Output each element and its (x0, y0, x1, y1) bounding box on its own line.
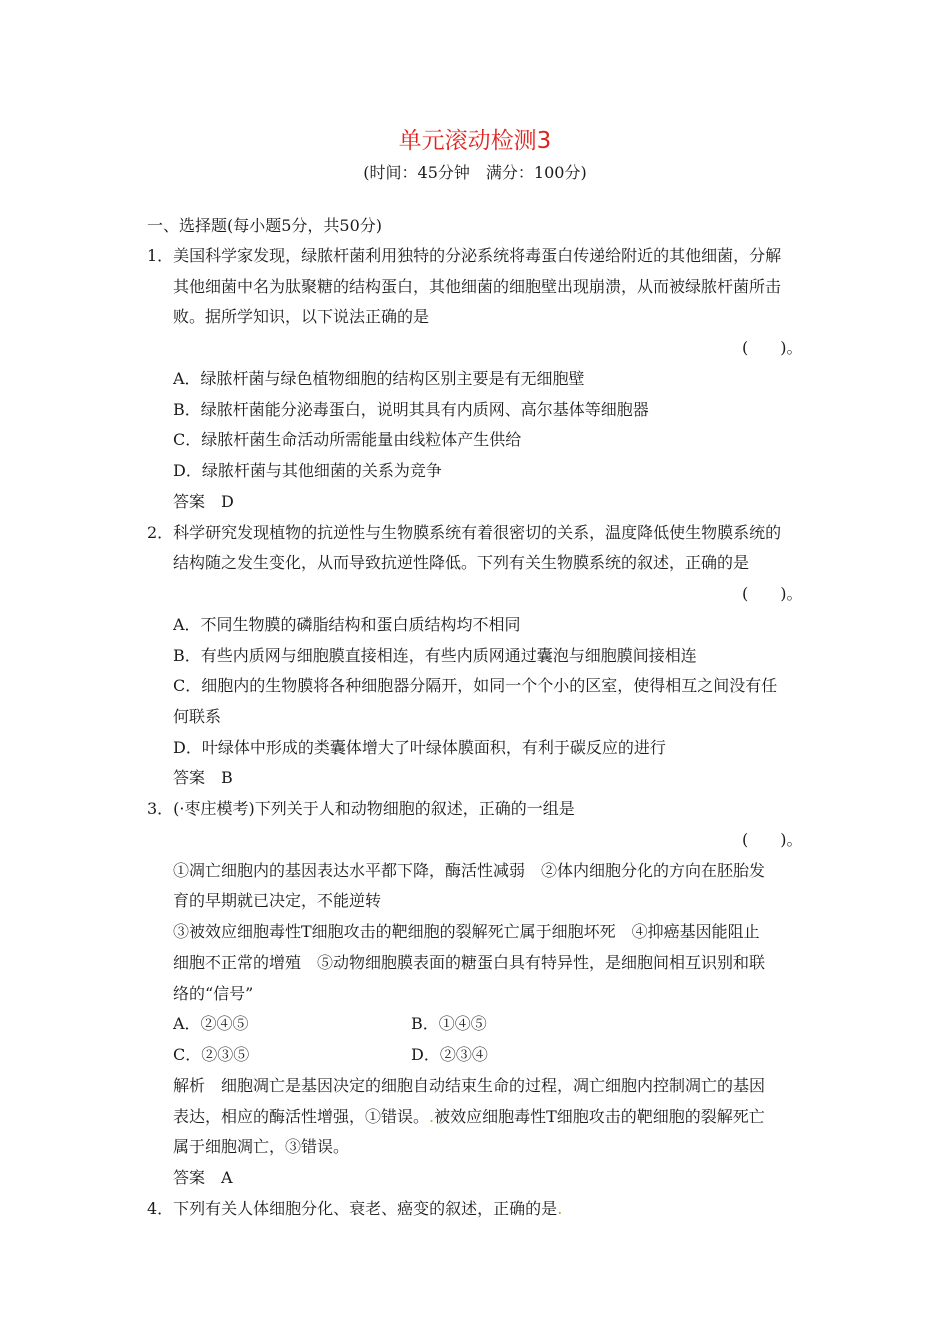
q2-answer-blank: ( )。 (742, 584, 803, 603)
q3-explanation-part-a: 表达，相应的酶活性增强，①错误。 (173, 1107, 430, 1126)
q3-explanation-part-b: 被效应细胞毒性T细胞攻击的靶细胞的裂解死亡 (434, 1107, 765, 1126)
q1-option-b: B．绿脓杆菌能分泌毒蛋白，说明其具有内质网、高尔基体等细胞器 (173, 400, 649, 419)
q3-statement-line-5: 络的“信号” (173, 984, 254, 1003)
q3-statement-line-3: ③被效应细胞毒性T细胞攻击的靶细胞的裂解死亡属于细胞坏死 ④抑癌基因能阻止 (173, 922, 760, 941)
q1-answer-blank: ( )。 (742, 338, 803, 357)
q3-explanation-line-3: 属于细胞凋亡，③错误。 (173, 1137, 350, 1156)
q3-statement-line-4: 细胞不正常的增殖 ⑤动物细胞膜表面的糖蛋白具有特异性，是细胞间相互识别和联 (173, 953, 766, 972)
q2-stem-line-2: 结构随之发生变化，从而导致抗逆性降低。下列有关生物膜系统的叙述，正确的是 (173, 553, 750, 572)
q2-option-c-line-2: 何联系 (173, 707, 222, 726)
page-subtitle: (时间：45分钟 满分：100分) (363, 163, 587, 182)
q2-option-d: D．叶绿体中形成的类囊体增大了叶绿体膜面积，有利于碳反应的进行 (173, 738, 666, 757)
q1-answer: 答案 D (173, 492, 234, 511)
q3-stem: 3．(·枣庄模考)下列关于人和动物细胞的叙述，正确的一组是 (147, 799, 575, 818)
q3-statement-line-1: ①凋亡细胞内的基因表达水平都下降，酶活性减弱 ②体内细胞分化的方向在胚胎发 (173, 861, 766, 880)
q3-explanation-line-1: 解析 细胞凋亡是基因决定的细胞自动结束生命的过程，凋亡细胞内控制凋亡的基因 (173, 1076, 766, 1095)
section-heading: 一、选择题(每小题5分，共50分) (147, 216, 383, 235)
q3-explanation-dot: . (429, 1107, 435, 1126)
q1-option-d: D．绿脓杆菌与其他细菌的关系为竞争 (173, 461, 442, 480)
q4-stem-line (147, 1199, 562, 1219)
q1-stem-line-3: 败。据所学知识，以下说法正确的是 (173, 307, 430, 326)
q2-option-a: A．不同生物膜的磷脂结构和蛋白质结构均不相同 (173, 615, 521, 634)
q2-option-c-line-1: C．细胞内的生物膜将各种细胞器分隔开，如同一个个小的区室，使得相互之间没有任 (173, 676, 778, 695)
q3-answer-blank: ( )。 (742, 830, 803, 849)
q2-stem-line-1: 2．科学研究发现植物的抗逆性与生物膜系统有着很密切的关系，温度降低使生物膜系统的 (147, 523, 782, 542)
q3-option-d: D．②③④ (411, 1045, 488, 1064)
q4-stem-dot: . (557, 1199, 563, 1218)
q3-explanation-line-2 (173, 1107, 765, 1127)
q3-statement-line-2: 育的早期就已决定，不能逆转 (173, 891, 382, 910)
q3-option-a: A．②④⑤ (173, 1014, 249, 1033)
q2-answer: 答案 B (173, 768, 233, 787)
q1-stem-line-2: 其他细菌中名为肽聚糖的结构蛋白，其他细菌的细胞壁出现崩溃，从而被绿脓杆菌所击 (173, 277, 782, 296)
q1-option-c: C．绿脓杆菌生命活动所需能量由线粒体产生供给 (173, 430, 522, 449)
q2-option-b: B．有些内质网与细胞膜直接相连，有些内质网通过囊泡与细胞膜间接相连 (173, 646, 697, 665)
q3-answer: 答案 A (173, 1168, 233, 1187)
q1-stem-line-1: 1．美国科学家发现，绿脓杆菌利用独特的分泌系统将毒蛋白传递给附近的其他细菌，分解 (147, 246, 782, 265)
q3-option-b: B．①④⑤ (411, 1014, 487, 1033)
page-title: 单元滚动检测3 (398, 128, 552, 154)
q3-option-c: C．②③⑤ (173, 1045, 250, 1064)
q1-option-a: A．绿脓杆菌与绿色植物细胞的结构区别主要是有无细胞壁 (173, 369, 585, 388)
q4-stem: 4．下列有关人体细胞分化、衰老、癌变的叙述，正确的是 (147, 1199, 558, 1218)
